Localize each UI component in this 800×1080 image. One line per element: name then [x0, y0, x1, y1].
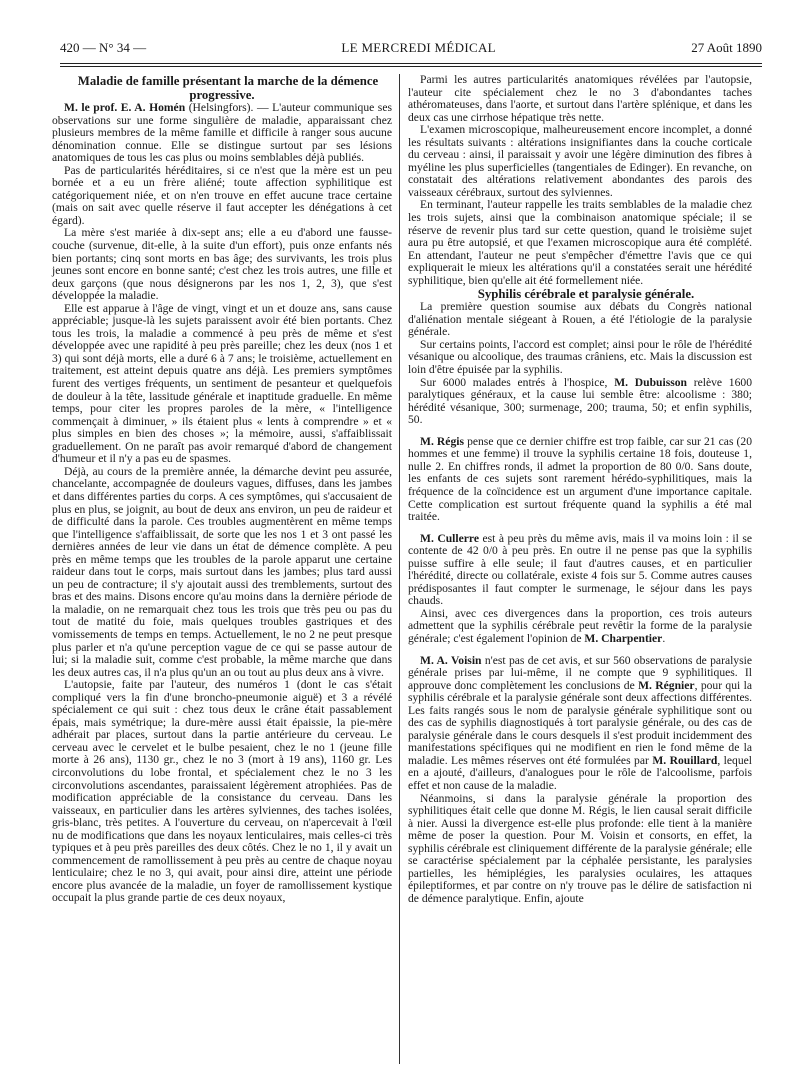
page-header: [60, 40, 762, 62]
paragraph: Sur certains points, l'accord est complet; ainsi pour le rôle de l'hérédité vésanique ou alcoolique, des traumas crâniens, etc. Mais la discussion est loin d'être épuisée par la syphilis.: [408, 337, 752, 377]
author-name: M. A. Voisin: [420, 653, 482, 667]
column-divider: [399, 74, 400, 1064]
paragraph: Néanmoins, si dans la paralysie générale la proportion des syphilitiques était celle que donne M. Régis, le lien causal serait difficile à nier. Aussi la divergence est-elle plus profonde: elle tient à la manière même de poser la question. Pour M. Voisin et consorts, en effet, la syphilis cérébrale est cliniquement différente de la paralysie générale; elle se caractérise spécialement par la céphalée persistante, les paralysies partielles, les hémiplégies, les paralysies oculaires, les attaques épileptiformes, et par contre on n'y trouve pas le délire de satisfaction ni de démence paralytique. Enfin, ajoute: [408, 791, 752, 905]
paragraph: M. Cullerre est à peu près du même avis, mais il va moins loin : il se contente de 42 0/0 à peu près. En outre il ne pense pas que la syphilis puisse suffire à elle seule; il faut d'autres causes, et en particulier l'hérédité, directe ou collatérale, existe 4 fois sur 5. Comme autres causes prédisposantes il faut compter le surmenage, le séjour dans les pays chauds.: [408, 531, 752, 608]
header-rule-double: [60, 66, 762, 67]
paragraph: Parmi les autres particularités anatomiques révélées par l'autopsie, l'auteur cite spécialement chez le no 3 d'abondantes taches athéromateuses, dans l'aorte, et surtout dans l'artère splénique, et dans les deux cas une cirrhose hépatique très nette.: [408, 73, 752, 124]
page-number: 420 — N° 34 —: [60, 40, 147, 55]
journal-title: LE MERCREDI MÉDICAL: [341, 40, 496, 55]
paragraph: M. A. Voisin n'est pas de cet avis, et sur 560 observations de paralysie générale prises par lui-même, il ne compte que 9 syphilitiques. Il approuve donc complètement les conclusions de M. Régnier, pour qui la syphilis cérébrale et la paralysie générale sont deux affections différentes. Les faits rangés sous le nom de paralysie générale syphilitique sont ou des cas de syphilis diagnostiqués à tort paralysie générale, ou des cas de paralysie générale dans le cours desquels il s'est produit incidemment des manifestations spécifiques qui ne modifient en rien le fond même de la maladie. Les mêmes réserves ont été formulées par M. Rouillard, lequel en a ajouté, d'ailleurs, d'analogues pour le rôle de l'alcoolisme, parfois effet et non cause de la maladie.: [408, 653, 752, 792]
author-name: M. le prof. E. A. Homén: [64, 101, 186, 114]
paragraph: Déjà, au cours de la première année, la démarche devint peu assurée, chancelante, accompagnée de douleurs vagues, diffuses, dans les jambes et dans différentes parties du corps. A ces symptômes, qui s'accusaient de plus en plus, se joignit, au bout de deux ans environ, un peu de raideur et de difficulté dans la parole. Ces troubles augmentèrent en même temps que l'intelligence s'affaiblissait, de sorte que les nos 1 et 3 ont passé les dernières années de leur vie dans un état de démence complète. A peu près en même temps que les troubles de la parole apparut une certaine raideur dans tout le corps, mais surtout dans les jambes; plus tard aussi un peu de contracture; il s'y ajoutait aussi des tremblements, surtout des bras et des mains. Disons encore qu'au moins dans la dernière période de la maladie, on ne remarquait chez tous les trois que très peu ou pas du tout de matité du foie, mais quelques troubles gastriques et des vomissements de temps en temps. Actuellement, le no 2 ne peut presque plus parler et n'a qu'une perception vague de ce qui se passe autour de lui; si la maladie suit, comme c'est probable, la même marche que dans les deux autres cas, il n'a plus qu'un an ou tout au plus deux ans à vivre.: [52, 464, 392, 679]
paragraph: Ainsi, avec ces divergences dans la proportion, ces trois auteurs admettent que la syphilis cérébrale peut revêtir la forme de la paralysie générale; c'est également l'opinion de M. Charpentier.: [408, 606, 752, 645]
paragraph: L'autopsie, faite par l'auteur, des numéros 1 (dont le cas s'était compliqué vers la fin d'une broncho-pneumonie aiguë) et 3 a révélé spécialement ce qui suit : chez tous deux le crâne était passablement épais, mais symétrique; la dure-mère aussi était épaissie, la pie-mère adhérait par places, surtout dans la partie antérieure du cerveau. Le cerveau avec le cervelet et le bulbe pesaient, chez le no 1 (jeune fille morte à 26 ans), 1130 gr., chez le no 3 (mort à 19 ans), 1160 gr. Les circonvolutions du lobe frontal, et spécialement chez le no 3 les circonvolutions ascendantes, paraissaient légèrement atrophiées. Pas de modification appréciable de la consistance du cerveau. Dans les vaisseaux, en particulier dans les artères sylviennes, des taches isolées, gris-blanc, très petites. A l'ouverture du cerveau, on n'apercevait à l'œil nu de modifications que dans les noyaux lenticulaires, mais celles-ci très typiques et à peu près pareilles des deux côtés. Chez le no 1, il y avait un commencement de ramollissement à peu près au centre de chaque noyau lenticulaire; chez le no 3, qui avait, pour ainsi dire, atteint une période encore plus avancée de la maladie, un foyer de ramollissement kystique occupait la plus grande partie de ces deux noyaux,: [52, 678, 392, 905]
paragraph: Sur 6000 malades entrés à l'hospice, M. Dubuisson relève 1600 paralytiques généraux, et la cause lui semble être: alcoolisme : 380; hérédité vésanique, 300; surmenage, 200; trauma, 50; et enfin syphilis, 50.: [408, 375, 752, 427]
author-name: M. Régis: [420, 434, 464, 448]
left-column: [52, 74, 392, 905]
paragraph: En terminant, l'auteur rappelle les traits semblables de la maladie chez les trois sujets, ainsi que la combinaison anatomique spéciale; il se réserve de revenir plus tard sur cette question, quand le troisième sujet aura pu être autopsié, et que l'examen microscopique aura été complété. En attendant, l'auteur ne peut s'empêcher d'émettre l'avis que ce qui expliquerait le mieux les altérations qu'il a constatées serait une hérédité syphilitique, bien qu'elle ait été formellement niée.: [408, 198, 752, 287]
author-name: M. Cullerre: [420, 531, 479, 545]
section-title: Syphilis cérébrale et paralysie générale.: [477, 287, 695, 302]
issue-date: 27 Août 1890: [691, 40, 762, 55]
right-column: [408, 74, 752, 905]
paragraph: L'examen microscopique, malheureusement encore incomplet, a donné les résultats suivants : altérations insignifiantes dans la couche corticale du cerveau : ainsi, il paraissait y avoir une légère diminution des fibres à myéline les plus superficielles (tangentiales de Edinger). En revanche, on constatait des altérations relativement abondantes des parois des vaisseaux cérébraux, surtout des sylviennes.: [408, 123, 752, 199]
paragraph: Elle est apparue à l'âge de vingt, vingt et un et douze ans, sans cause appréciable; jusque-là les sujets paraissent avoir été bien portants. Chez tous les trois, la maladie a commencé à peu près de même et s'est développée avec une rapidité à peu près pareille; chez les deux (nos 1 et 3) qui sont déjà morts, elle a duré 6 à 7 ans; le troisième, actuellement en traitement, est atteint depuis quatre ans déjà. Les premiers symptômes furent des vertiges fréquents, un sentiment de pesanteur et quelquefois de douleur à la tête, lassitude générale et inaptitude graduelle. En même temps, pour citer les propres paroles de la mère, « l'intelligence commençait à diminuer, » ils étaient plus « lents à comprendre » et « plus simples en bien des choses »; la mémoire, aussi, s'affaiblissait graduellement. On ne paraît pas avoir remarqué d'abord de changement d'humeur et il n'y a pas eu de spasmes.: [52, 301, 392, 466]
header-rule: [60, 63, 762, 64]
author-name: M. Dubuisson: [614, 375, 687, 389]
paragraph: M. Régis pense que ce dernier chiffre est trop faible, car sur 21 cas (20 hommes et une femme) il trouve la syphilis certaine 18 fois, douteuse 1, nulle 2. En chiffres ronds, il admet la proportion de 80 0/0. Sans doute, les enfants de ces sujets sont rarement hérédo-syphilitiques, mais la fréquence de la coïncidence est un argument d'une importance capitale. Cette complication est surtout fréquente quand la syphilis a été mal traitée.: [408, 434, 753, 524]
author-name: M. Rouillard: [652, 753, 718, 767]
article-title: Maladie de famille présentant la marche de la démence progressive.: [77, 74, 379, 102]
paragraph: M. le prof. E. A. Homén (Helsingfors). — L'auteur communique ses observations sur une forme singulière de maladie, apparaissant chez plusieurs membres de la même famille et difficile à ranger sous aucune dénomination connue. Elle se distingue surtout par ses lésions anatomiques de tous les cas plus ou moins semblables déjà publiés.: [52, 101, 392, 165]
author-name: M. Régnier: [638, 678, 695, 692]
paragraph: La mère s'est mariée à dix-sept ans; elle a eu d'abord une fausse-couche (survenue, dit-elle, à la suite d'un effort), puis onze enfants nés bien portants; cinq sont morts en bas âge; des survivants, les trois plus jeunes sont encore en bonne santé; c'est chez les trois autres, une fille et deux garçons (que nous désignerons par les nos 1, 2, 3), que s'est développée la maladie.: [52, 226, 392, 303]
paragraph: Pas de particularités héréditaires, si ce n'est que la mère est un peu bornée et a eu un frère aliéné; toute affection syphilitique est catégoriquement niée, et on n'en trouve en effet aucune trace certaine (mais on sait avec quelle réserve il faut accepter les dénégations à cet égard).: [52, 163, 392, 227]
paragraph: La première question soumise aux débats du Congrès national d'aliénation mentale siégeant à Rouen, a été l'étiologie de la paralysie générale.: [408, 300, 752, 339]
author-name: M. Charpentier: [584, 631, 663, 645]
